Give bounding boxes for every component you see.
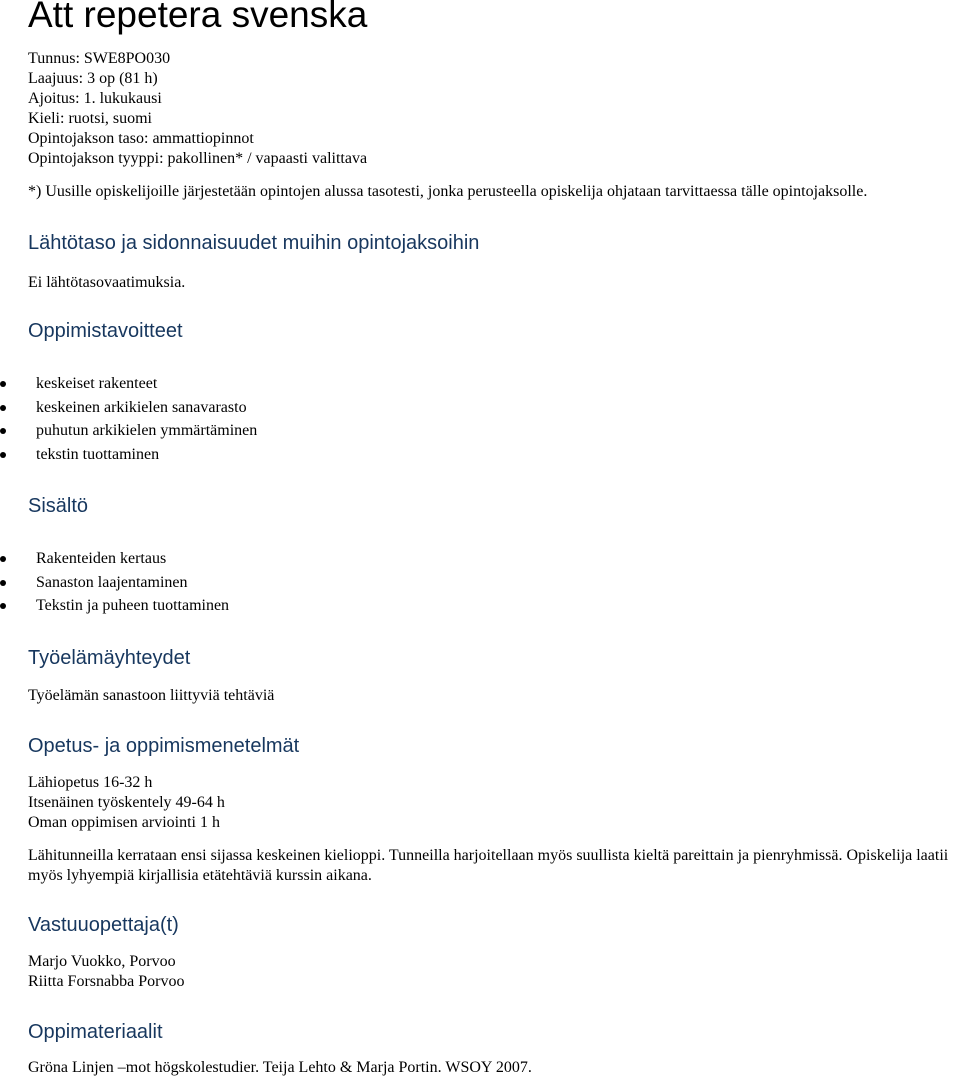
meta-code: Tunnus: SWE8PO030 [28, 50, 171, 67]
bullet-icon [0, 428, 6, 434]
sisalto-list [0, 547, 229, 618]
list-item-text: Sanaston laajentaminen [36, 573, 188, 591]
bullet-icon [0, 580, 6, 586]
oppimateriaalit-text: Gröna Linjen –mot högskolestudier. Teija Lehto & Marja Portin. WSOY 2007. [28, 1059, 532, 1076]
list-item [0, 547, 229, 571]
list-item-text: Tekstin ja puheen tuottaminen [36, 597, 230, 614]
list-item [0, 419, 257, 443]
footnote: *) Uusille opiskelijoille järjestetään opintojen alussa tasotesti, jonka perusteella opiskelija ohjataan tarvittaessa tälle opintojaksolle. [28, 183, 868, 200]
section-heading-vastuuopettajat: Vastuuopettaja(t) [28, 914, 179, 936]
teacher-name: Riitta Forsnabba Porvoo [28, 973, 185, 990]
list-item [0, 372, 257, 396]
list-item-text: Rakenteiden kertaus [36, 550, 167, 567]
teacher-name: Marjo Vuokko, Porvoo [28, 953, 176, 970]
meta-language: Kieli: ruotsi, suomi [28, 110, 152, 127]
bullet-icon [0, 603, 6, 609]
section-heading-oppimistavoitteet: Oppimistavoitteet [28, 320, 183, 342]
meta-timing: Ajoitus: 1. lukukausi [28, 90, 162, 107]
opetus-line: Itsenäinen työskentely 49-64 h [28, 794, 225, 811]
list-item-text: tekstin tuottaminen [36, 445, 160, 463]
meta-type: Opintojakson tyyppi: pakollinen* / vapaasti valittava [28, 150, 368, 167]
oppimistavoitteet-list [0, 372, 257, 466]
bullet-icon [0, 556, 6, 562]
section-heading-tyoelama: Työelämäyhteydet [28, 647, 191, 669]
list-item [0, 396, 257, 420]
section-heading-lahtotaso: Lähtötaso ja sidonnaisuudet muihin opintojaksoihin [28, 232, 480, 254]
list-item-text: puhutun arkikielen ymmärtäminen [36, 422, 258, 439]
bullet-icon [0, 381, 6, 387]
list-item [0, 571, 229, 595]
list-item [0, 443, 257, 467]
opetus-line: Oman oppimisen arviointi 1 h [28, 814, 220, 831]
lahtotaso-text: Ei lähtötasovaatimuksia. [28, 274, 186, 291]
list-item-text: keskeiset rakenteet [36, 375, 158, 392]
section-heading-oppimateriaalit: Oppimateriaalit [28, 1021, 163, 1043]
document-title: Att repetera svenska [28, 0, 368, 35]
meta-level: Opintojakson taso: ammattiopinnot [28, 130, 254, 147]
list-item [0, 594, 229, 618]
bullet-icon [0, 405, 6, 411]
opetus-line: Lähiopetus 16-32 h [28, 774, 153, 791]
opetus-paragraph: Lähitunneilla kerrataan ensi sijassa keskeinen kielioppi. Tunneilla harjoitellaan myös suullista kieltä pareittain ja pienryhmissä. Opiskelija laatii myös lyhyempiä kirjallisia etätehtäviä kurssin aikana. [28, 847, 949, 884]
meta-scope: Laajuus: 3 op (81 h) [28, 70, 158, 87]
tyoelama-text: Työelämän sanastoon liittyviä tehtäviä [28, 687, 275, 704]
course-meta [28, 49, 367, 169]
list-item-text: keskeinen arkikielen sanavarasto [36, 398, 247, 416]
bullet-icon [0, 452, 6, 458]
vastuuopettajat-list [28, 952, 184, 992]
section-heading-sisalto: Sisältö [28, 495, 89, 517]
section-heading-opetus: Opetus- ja oppimismenetelmät [28, 735, 300, 757]
opetus-hours [28, 773, 225, 833]
